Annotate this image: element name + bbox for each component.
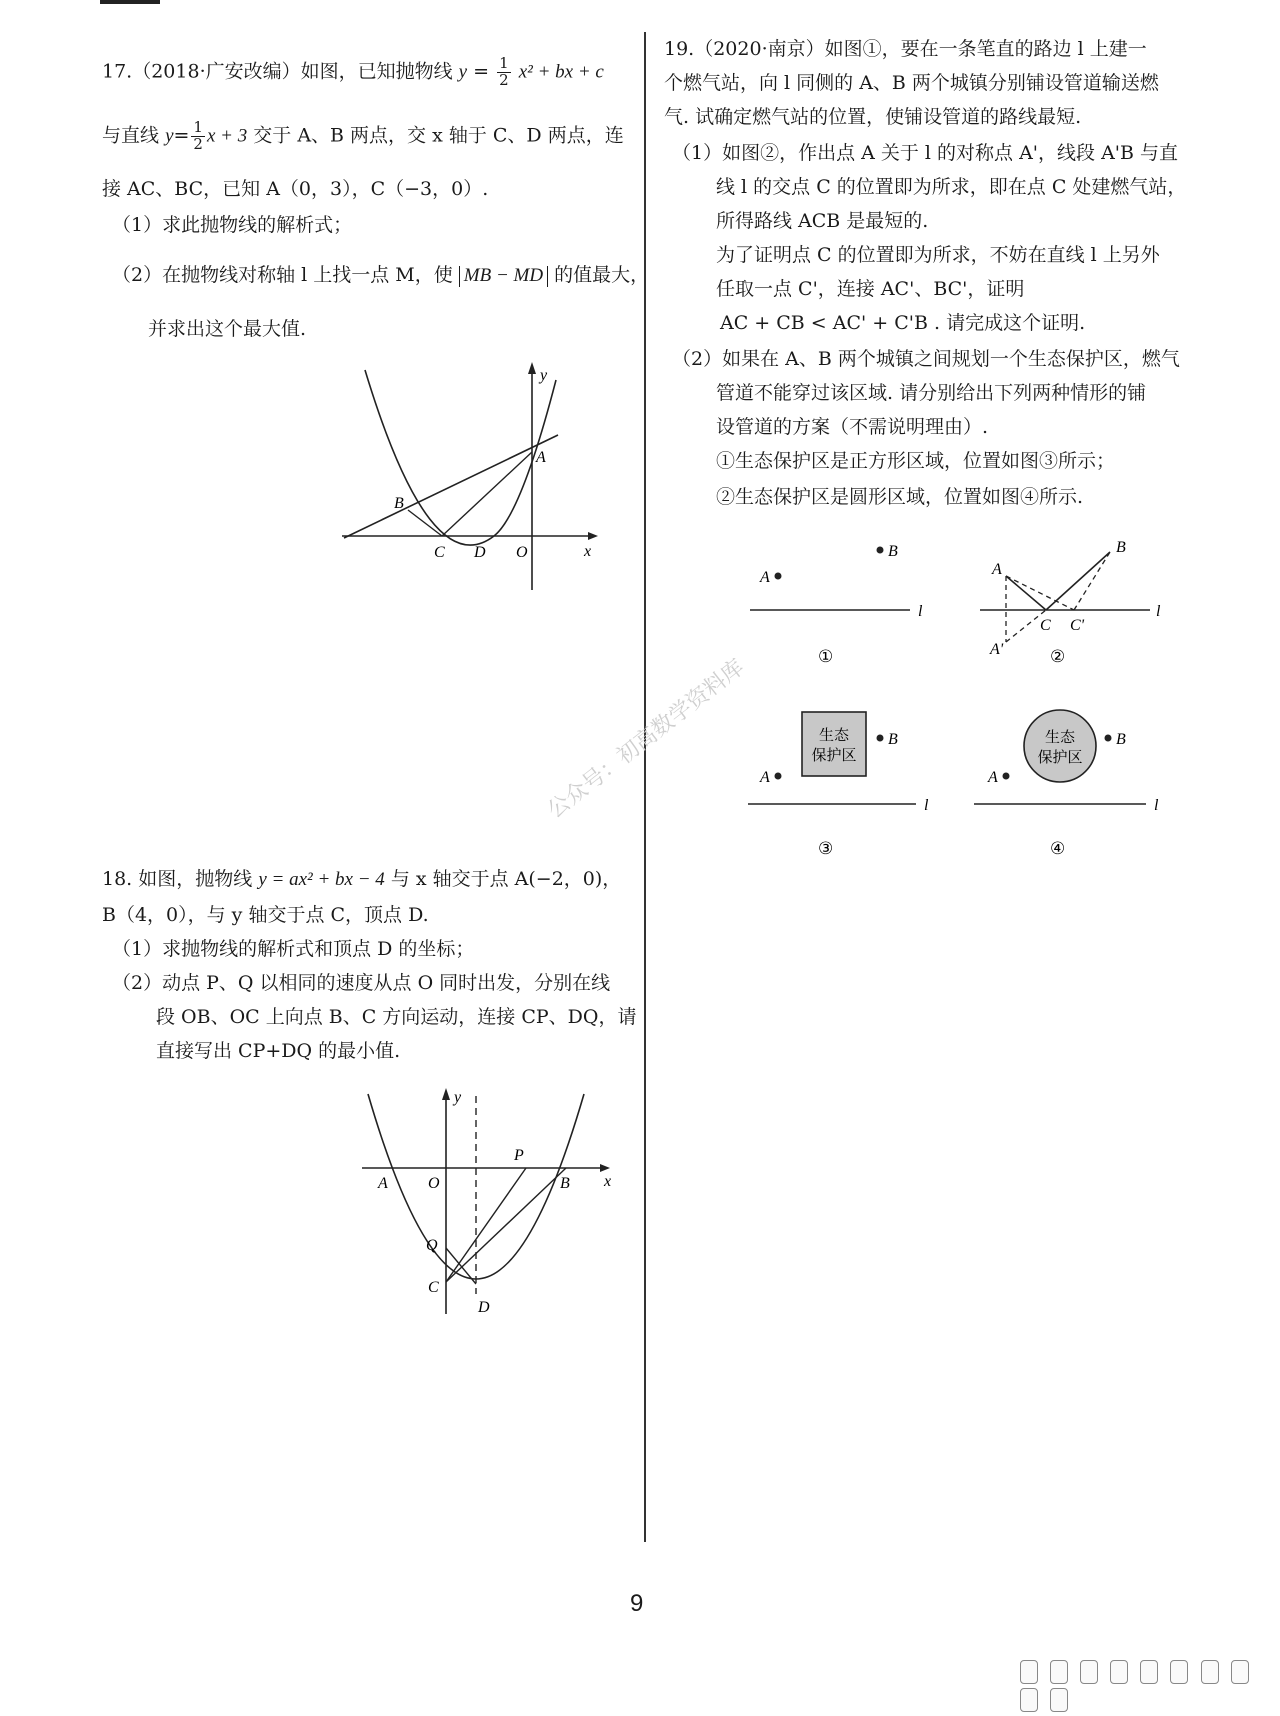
top-edge-mark <box>100 0 160 4</box>
fig4-label-a: A <box>988 769 998 786</box>
q19-part-1-line-1: （1）如图②，作出点 A 关于 l 的对称点 A'，线段 A'B 与直 <box>672 142 1179 164</box>
q17-label-y: y <box>540 367 548 384</box>
fig2-label-c-prime: C' <box>1070 617 1085 634</box>
q18-label-a: A <box>378 1175 388 1192</box>
q18-segment-cp <box>446 1168 526 1282</box>
q17-line-ab <box>344 435 558 538</box>
q18-part-1: （1）求抛物线的解析式和顶点 D 的坐标； <box>112 938 475 960</box>
q18-figure <box>350 1084 620 1334</box>
q19-part-2-line-1: （2）如果在 A、B 两个城镇之间规划一个生态保护区，燃气 <box>672 348 1180 370</box>
fig4-caption: ④ <box>1050 839 1066 856</box>
q19-figure-3 <box>740 706 940 856</box>
q17-figure <box>330 360 600 600</box>
q18-label-b: B <box>560 1175 570 1192</box>
q17-label-o: O <box>516 544 528 561</box>
q19-figure-2 <box>970 530 1170 670</box>
q19-part-2-line-3: 设管道的方案（不需说明理由）. <box>716 416 989 438</box>
fig4-point-b <box>1105 735 1112 742</box>
viewer-toolbar <box>1020 1660 1280 1716</box>
q17-label-a: A <box>536 449 546 466</box>
fig2-label-l: l <box>1156 603 1161 620</box>
q18-label-p: P <box>514 1147 524 1164</box>
q18-label-y: y <box>454 1089 462 1106</box>
q17-eq-y: y <box>458 61 468 83</box>
q17-part-2: （2）在抛物线对称轴 l 上找一点 M，使 MB − MD 的值最大， <box>112 264 650 286</box>
q17-label-b: B <box>394 495 404 512</box>
q19-figure-4 <box>970 706 1170 856</box>
fig1-label-b: B <box>888 543 898 560</box>
viewer-button-4[interactable] <box>1110 1660 1128 1684</box>
fig3-point-b <box>877 735 884 742</box>
fig2-label-c: C <box>1040 617 1051 634</box>
q17-fraction: $\frac{1}{2}$ <box>499 54 509 89</box>
fig3-caption: ③ <box>818 839 834 856</box>
q18-label-x: x <box>604 1173 612 1190</box>
viewer-button-3[interactable] <box>1080 1660 1098 1684</box>
q17-line-3: 接 AC、BC，已知 A（0，3），C（−3，0）. <box>102 178 489 200</box>
q17-heading: 17.（2018·广安改编）如图，已知抛物线 <box>102 60 453 83</box>
q17-eq-sign: = <box>473 60 490 83</box>
q17-label-d: D <box>474 544 486 561</box>
q19-line-3: 气. 试确定燃气站的位置，使铺设管道的路线最短. <box>664 106 1082 128</box>
viewer-button-5[interactable] <box>1140 1660 1158 1684</box>
watermark: 公众号：初高数学资料库 <box>543 654 750 824</box>
q19-part-2-line-5: ②生态保护区是圆形区域，位置如图④所示. <box>716 486 1084 508</box>
q18-y-arrow <box>442 1088 450 1100</box>
fig4-zone-label-1: 生态 <box>1044 730 1076 746</box>
q18-label-d: D <box>478 1299 490 1316</box>
q17-label-c: C <box>434 544 445 561</box>
q19-line-2: 个燃气站，向 l 同侧的 A、B 两个城镇分别铺设管道输送燃 <box>664 72 1159 94</box>
q18-x-arrow <box>600 1164 610 1172</box>
column-divider <box>644 32 646 1542</box>
q18-equation: y = ax² + bx − 4 <box>258 869 385 890</box>
q17-y-arrow <box>528 362 536 374</box>
q17-eq-rest: x² + bx + c <box>518 61 604 83</box>
q19-part-1-line-3: 所得路线 ACB 是最短的. <box>716 210 929 232</box>
q18-label-o: O <box>428 1175 440 1192</box>
fig2-caption: ② <box>1050 647 1066 666</box>
fig4-label-l: l <box>1154 797 1159 814</box>
q18-part-2-line-2: 段 OB、OC 上向点 B、C 方向运动，连接 CP、DQ，请 <box>156 1006 637 1028</box>
fig3-label-b: B <box>888 731 898 748</box>
fig1-caption: ① <box>818 647 834 666</box>
q19-part-2-line-4: ①生态保护区是正方形区域，位置如图③所示； <box>716 450 1116 472</box>
q18-line-1: 18. 如图，抛物线 y = ax² + bx − 4 与 x 轴交于点 A(−2，0)， <box>102 868 622 890</box>
fig3-square-zone <box>802 712 866 776</box>
fig3-zone-label-1: 生态 <box>818 728 850 744</box>
fig3-point-a <box>775 773 782 780</box>
viewer-button-7[interactable] <box>1201 1660 1219 1684</box>
q19-line-1: 19.（2020·南京）如图①，要在一条笔直的路边 l 上建一 <box>664 38 1147 60</box>
q17-label-x: x <box>584 543 592 560</box>
fig2-label-a: A <box>992 561 1002 578</box>
fig1-point-b <box>877 547 884 554</box>
q18-label-c: C <box>428 1279 439 1296</box>
q19-part-1-line-6: AC + CB < AC' + C'B . 请完成这个证明. <box>720 312 1086 334</box>
q19-part-1-line-5: 任取一点 C'，连接 AC'、BC'，证明 <box>716 278 1025 300</box>
q17-part-1: （1）求此抛物线的解析式； <box>112 214 353 236</box>
fig1-label-l: l <box>918 603 923 620</box>
q17-part-2-cont: 并求出这个最大值. <box>148 318 307 340</box>
fig4-point-a <box>1003 773 1010 780</box>
fig2-dashed-c2b <box>1074 552 1110 610</box>
fig2-label-a-prime: A' <box>990 641 1004 658</box>
fig4-circle-zone <box>1024 710 1096 782</box>
q19-part-2-line-2: 管道不能穿过该区域. 请分别给出下列两种情形的铺 <box>716 382 1147 404</box>
viewer-button-2[interactable] <box>1050 1660 1068 1684</box>
q19-part-1-line-4: 为了证明点 C 的位置即为所求，不妨在直线 l 上另外 <box>716 244 1160 266</box>
q17-segment-ac <box>442 452 532 536</box>
viewer-button-1[interactable] <box>1020 1660 1038 1684</box>
q17-line-2: 与直线 y= $\frac{1}{2}$ x + 3 交于 A、B 两点，交 x 轴于 C、D 两点，连 <box>102 118 624 153</box>
q18-line-2: B（4，0），与 y 轴交于点 C，顶点 D. <box>102 904 429 926</box>
fig3-label-a: A <box>760 769 770 786</box>
fig1-point-a <box>775 573 782 580</box>
fig4-label-b: B <box>1116 731 1126 748</box>
fig4-zone-label-2: 保护区 <box>1037 750 1083 766</box>
fig2-label-b: B <box>1116 539 1126 556</box>
q17-abs-expression: MB − MD <box>459 266 548 287</box>
fig3-zone-label-2: 保护区 <box>811 748 857 764</box>
q17-x-arrow <box>588 532 598 540</box>
fig3-label-l: l <box>924 797 929 814</box>
viewer-button-8[interactable] <box>1231 1660 1249 1684</box>
q19-part-1-line-2: 线 l 的交点 C 的位置即为所求，即在点 C 处建燃气站， <box>716 176 1187 198</box>
q18-label-q: Q <box>426 1237 438 1254</box>
q18-part-2-line-1: （2）动点 P、Q 以相同的速度从点 O 同时出发，分别在线 <box>112 972 611 994</box>
q18-part-2-line-3: 直接写出 CP+DQ 的最小值. <box>156 1040 401 1062</box>
page-number: 9 <box>630 1590 644 1617</box>
q17-line-1 <box>102 56 604 89</box>
q17-line-fraction: $\frac{1}{2}$ <box>193 118 203 153</box>
fig1-label-a: A <box>760 569 770 586</box>
viewer-button-6[interactable] <box>1170 1660 1188 1684</box>
q19-figure-1 <box>740 530 940 670</box>
